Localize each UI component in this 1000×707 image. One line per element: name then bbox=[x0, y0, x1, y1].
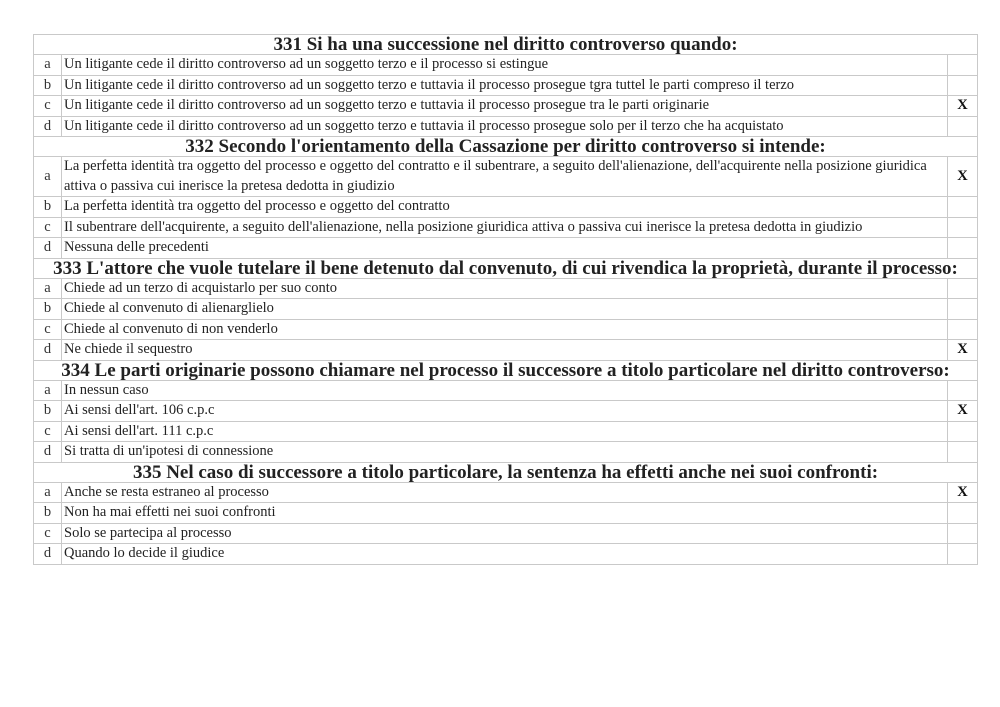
answer-text: Chiede ad un terzo di acquistarlo per suo conto bbox=[62, 278, 948, 299]
answer-mark bbox=[948, 55, 978, 76]
answer-row bbox=[34, 442, 978, 463]
answer-letter: b bbox=[34, 75, 62, 96]
question-row bbox=[34, 258, 978, 278]
answer-letter: d bbox=[34, 544, 62, 565]
answer-letter: c bbox=[34, 217, 62, 238]
answer-mark bbox=[948, 116, 978, 137]
answer-text: Un litigante cede il diritto controverso ad un soggetto terzo e il processo si estingue bbox=[62, 55, 948, 76]
question-title: 332 Secondo l'orientamento della Cassazione per diritto controverso si intende: bbox=[34, 137, 978, 157]
answer-mark bbox=[948, 197, 978, 218]
answer-row bbox=[34, 75, 978, 96]
answer-mark bbox=[948, 217, 978, 238]
answer-mark: X bbox=[948, 482, 978, 503]
answer-text: Anche se resta estraneo al processo bbox=[62, 482, 948, 503]
answer-text: Non ha mai effetti nei suoi confronti bbox=[62, 503, 948, 524]
answer-text: Si tratta di un'ipotesi di connessione bbox=[62, 442, 948, 463]
answer-letter: d bbox=[34, 442, 62, 463]
quiz-table bbox=[33, 34, 978, 565]
answer-text: La perfetta identità tra oggetto del processo e oggetto del contratto e il subentrare, a seguito dell'alienazione, dell'acquirente nella posizione giuridica attiva o passiva cui inerisce la pretesa dedotta in giudizio bbox=[62, 157, 948, 197]
answer-letter: c bbox=[34, 319, 62, 340]
answer-row bbox=[34, 380, 978, 401]
answer-row bbox=[34, 299, 978, 320]
answer-mark bbox=[948, 319, 978, 340]
answer-letter: b bbox=[34, 401, 62, 422]
answer-mark: X bbox=[948, 157, 978, 197]
answer-row bbox=[34, 319, 978, 340]
answer-letter: c bbox=[34, 421, 62, 442]
answer-mark bbox=[948, 75, 978, 96]
answer-row bbox=[34, 197, 978, 218]
answer-row bbox=[34, 278, 978, 299]
question-title: 334 Le parti originarie possono chiamare nel processo il successore a titolo particolare nel diritto controverso: bbox=[34, 360, 978, 380]
answer-letter: a bbox=[34, 482, 62, 503]
question-row bbox=[34, 360, 978, 380]
question-row bbox=[34, 462, 978, 482]
answer-mark bbox=[948, 380, 978, 401]
question-title: 335 Nel caso di successore a titolo particolare, la sentenza ha effetti anche nei suoi confronti: bbox=[34, 462, 978, 482]
answer-letter: a bbox=[34, 380, 62, 401]
answer-text: In nessun caso bbox=[62, 380, 948, 401]
answer-mark bbox=[948, 421, 978, 442]
answer-row bbox=[34, 523, 978, 544]
answer-mark bbox=[948, 238, 978, 259]
answer-row bbox=[34, 96, 978, 117]
answer-mark bbox=[948, 442, 978, 463]
answer-row bbox=[34, 482, 978, 503]
answer-text: Chiede al convenuto di alienarglielo bbox=[62, 299, 948, 320]
answer-text: Nessuna delle precedenti bbox=[62, 238, 948, 259]
answer-letter: c bbox=[34, 523, 62, 544]
answer-text: Ne chiede il sequestro bbox=[62, 340, 948, 361]
answer-letter: d bbox=[34, 340, 62, 361]
question-row bbox=[34, 35, 978, 55]
answer-text: Un litigante cede il diritto controverso ad un soggetto terzo e tuttavia il processo prosegue tra le parti originarie bbox=[62, 96, 948, 117]
answer-row bbox=[34, 217, 978, 238]
answer-text: Un litigante cede il diritto controverso ad un soggetto terzo e tuttavia il processo prosegue solo per il terzo che ha acquistato bbox=[62, 116, 948, 137]
answer-text: Ai sensi dell'art. 106 c.p.c bbox=[62, 401, 948, 422]
answer-letter: a bbox=[34, 55, 62, 76]
answer-text: Quando lo decide il giudice bbox=[62, 544, 948, 565]
answer-letter: b bbox=[34, 299, 62, 320]
answer-row bbox=[34, 157, 978, 197]
answer-letter: c bbox=[34, 96, 62, 117]
answer-row bbox=[34, 421, 978, 442]
answer-mark: X bbox=[948, 96, 978, 117]
question-title: 333 L'attore che vuole tutelare il bene detenuto dal convenuto, di cui rivendica la proprietà, durante il processo: bbox=[34, 258, 978, 278]
answer-letter: a bbox=[34, 157, 62, 197]
answer-letter: b bbox=[34, 197, 62, 218]
answer-letter: b bbox=[34, 503, 62, 524]
answer-row bbox=[34, 544, 978, 565]
answer-text: La perfetta identità tra oggetto del processo e oggetto del contratto bbox=[62, 197, 948, 218]
answer-text: Un litigante cede il diritto controverso ad un soggetto terzo e tuttavia il processo prosegue tgra tuttel le parti compreso il terzo bbox=[62, 75, 948, 96]
answer-mark bbox=[948, 503, 978, 524]
answer-mark bbox=[948, 278, 978, 299]
question-title: 331 Si ha una successione nel diritto controverso quando: bbox=[34, 35, 978, 55]
answer-row bbox=[34, 238, 978, 259]
answer-mark: X bbox=[948, 401, 978, 422]
question-row bbox=[34, 137, 978, 157]
answer-text: Chiede al convenuto di non venderlo bbox=[62, 319, 948, 340]
quiz-table-body bbox=[34, 35, 978, 565]
answer-text: Il subentrare dell'acquirente, a seguito dell'alienazione, nella posizione giuridica attiva o passiva cui inerisce la pretesa dedotta in giudizio bbox=[62, 217, 948, 238]
answer-mark bbox=[948, 523, 978, 544]
answer-mark bbox=[948, 299, 978, 320]
answer-row bbox=[34, 55, 978, 76]
answer-mark: X bbox=[948, 340, 978, 361]
answer-letter: d bbox=[34, 116, 62, 137]
answer-text: Ai sensi dell'art. 111 c.p.c bbox=[62, 421, 948, 442]
answer-text: Solo se partecipa al processo bbox=[62, 523, 948, 544]
answer-letter: a bbox=[34, 278, 62, 299]
answer-row bbox=[34, 116, 978, 137]
answer-mark bbox=[948, 544, 978, 565]
answer-row bbox=[34, 401, 978, 422]
answer-row bbox=[34, 340, 978, 361]
answer-letter: d bbox=[34, 238, 62, 259]
answer-row bbox=[34, 503, 978, 524]
